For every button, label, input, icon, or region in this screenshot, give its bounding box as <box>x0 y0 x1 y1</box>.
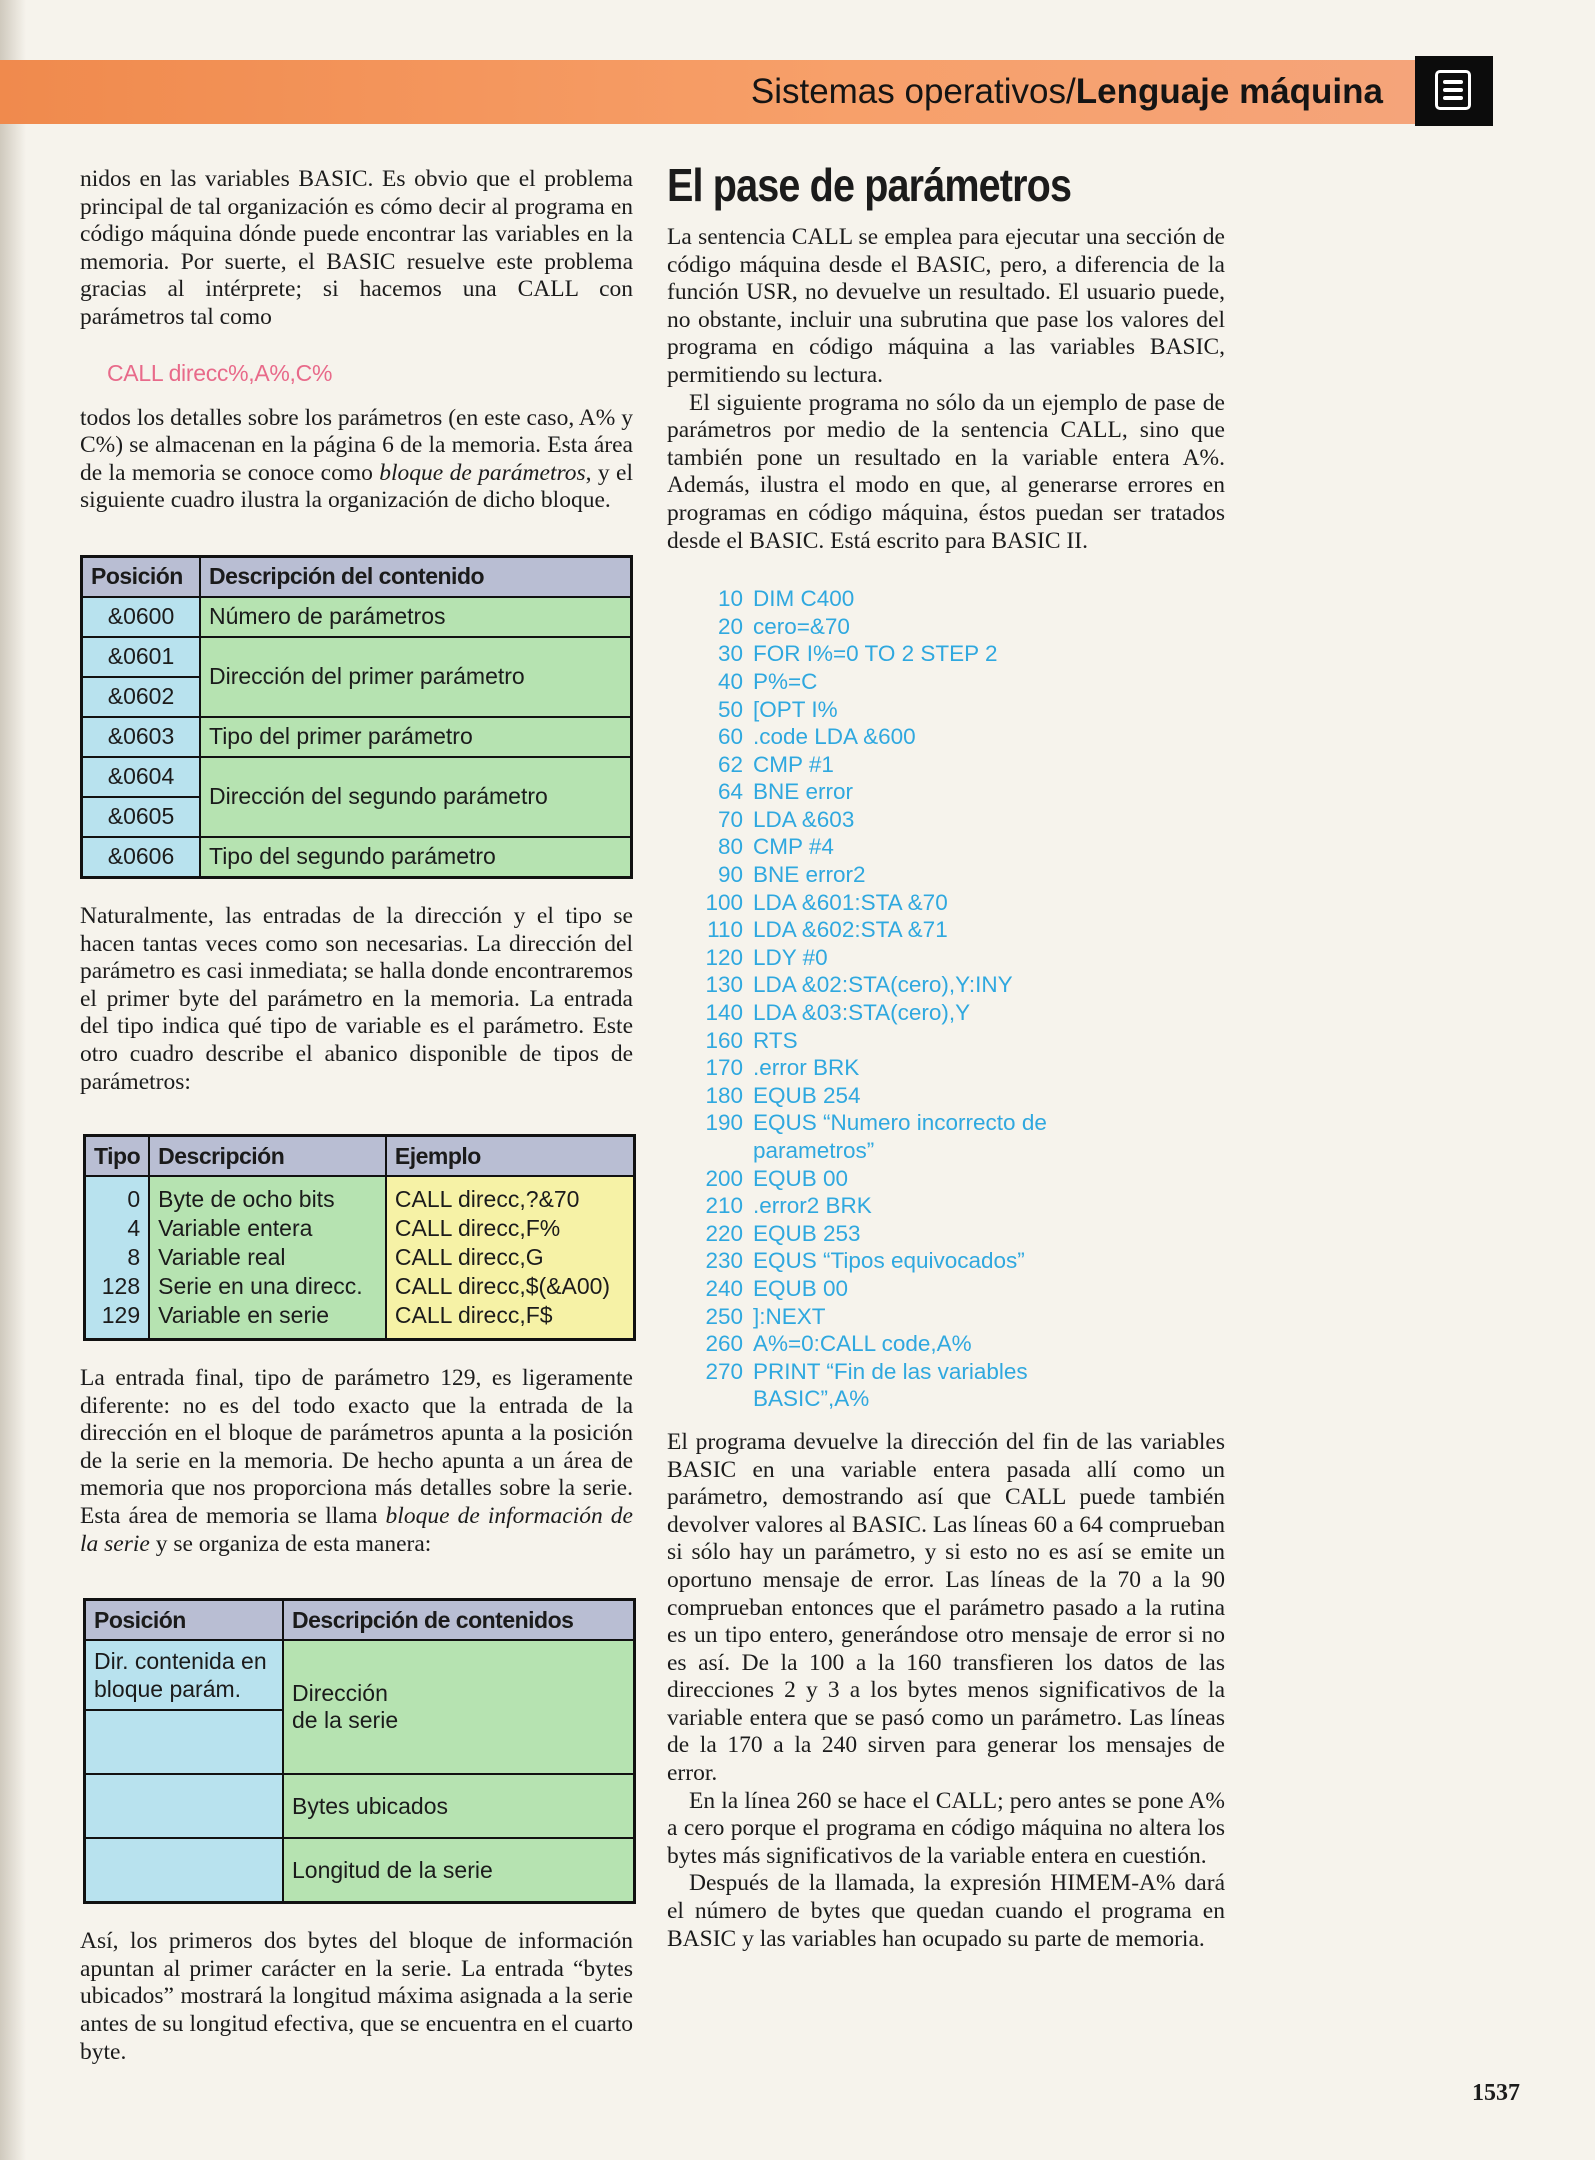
left-para-1: nidos en las variables BASIC. Es obvio que el problema principal de tal organización es cómo decir al programa en código máquina dónde puede encontrar las variables en la memoria. Por suerte, el BASIC resuelve este problema gracias al intérprete; si hacemos una CALL con parámetros tal como <box>80 166 633 330</box>
line-code: .code LDA &600 <box>753 724 916 750</box>
line-number: 30 <box>717 641 743 667</box>
listing-line: parametros” <box>753 1138 875 1163</box>
type-numbers: 0 4 8 128 129 <box>85 1176 150 1340</box>
right-para-2: El siguiente programa no sólo da un ejemplo de pase de parámetros por medio de la sentencia CALL, sino que también pone un resultado en la variable entera A%. Además, ilustra el modo en que, al generarse errores en programas en código máquina, éstos puedan ser tratados desde el BASIC. Está escrito para BASIC II. <box>667 389 1225 554</box>
line-code: LDA &603 <box>753 806 855 832</box>
table-cell: Longitud de la serie <box>283 1838 635 1903</box>
line-number: 120 <box>705 944 743 970</box>
listing-line <box>667 1109 1225 1137</box>
table-cell: Dir. contenida en bloque parám. <box>85 1640 284 1710</box>
listing-line <box>667 696 1225 724</box>
left-para-2: todos los detalles sobre los parámetros (en este caso, A% y C%) se almacenan en la página 6 de la memoria. Esta área de la memoria se conoce como bloque de parámetros, y el siguiente cuadro ilustra la organización de dicho bloque. <box>80 404 633 514</box>
parameter-block-table <box>80 555 633 879</box>
line-code: cero=&70 <box>753 613 850 639</box>
line-number: 260 <box>705 1331 743 1357</box>
listing-line <box>667 585 1225 613</box>
basic-program-listing <box>667 585 1225 1413</box>
listing-line <box>667 778 1225 806</box>
listing-line <box>667 861 1225 889</box>
computer-screen-icon <box>1415 56 1493 126</box>
line-number: 60 <box>717 724 743 750</box>
type-descriptions: Byte de ocho bits Variable entera Variable real Serie en una direcc. Variable en serie <box>149 1176 386 1340</box>
listing-line <box>667 1054 1225 1082</box>
line-number: 20 <box>717 613 743 639</box>
line-number: 62 <box>717 751 743 777</box>
listing-line <box>667 640 1225 668</box>
line-code: LDA &03:STA(cero),Y <box>753 1000 971 1026</box>
listing-line <box>667 751 1225 779</box>
listing-line <box>667 1247 1225 1275</box>
line-number: 230 <box>705 1248 743 1274</box>
line-number: 80 <box>717 834 743 860</box>
table-cell <box>85 1710 284 1774</box>
table-header: Ejemplo <box>386 1136 635 1177</box>
listing-line <box>667 889 1225 917</box>
table-cell: &0600 <box>82 597 201 637</box>
listing-line <box>667 1275 1225 1303</box>
listing-line <box>667 806 1225 834</box>
table-header: Descripción de contenidos <box>283 1600 635 1641</box>
line-code: P%=C <box>753 668 818 694</box>
line-number: 200 <box>705 1165 743 1191</box>
line-code: .error2 BRK <box>753 1193 872 1219</box>
line-number: 210 <box>705 1193 743 1219</box>
line-code: CMP #1 <box>753 751 834 777</box>
table-cell: Tipo del segundo parámetro <box>200 837 632 878</box>
table-header: Posición <box>82 556 201 597</box>
listing-line <box>667 723 1225 751</box>
table-cell: Dirección del segundo parámetro <box>200 757 632 837</box>
listing-line <box>667 1027 1225 1055</box>
left-para-4: La entrada final, tipo de parámetro 129, es ligeramente diferente: no es del todo exacto que la entrada de la dirección en el bloque de parámetros apunta a la posición de la serie en la memoria. De hecho apunta a un área de memoria que nos proporciona más detalles sobre la serie. Esta área de memoria se llama bloque de información de la serie y se organiza de esta manera: <box>80 1365 633 1557</box>
line-code: RTS <box>753 1027 798 1053</box>
header-section: Sistemas operativos/ <box>750 72 1076 111</box>
line-number: 110 <box>707 917 743 943</box>
line-number: 140 <box>705 1000 743 1026</box>
listing-line <box>667 613 1225 641</box>
parameter-types-table <box>83 1134 636 1341</box>
listing-line <box>667 1192 1225 1220</box>
right-column <box>667 158 1225 1953</box>
table-cell: Dirección del primer parámetro <box>200 637 632 717</box>
line-number: 130 <box>705 972 743 998</box>
table-header: Descripción <box>149 1136 386 1177</box>
line-code: LDA &602:STA &71 <box>753 917 948 943</box>
line-number: 50 <box>717 696 743 722</box>
table-cell: Número de parámetros <box>200 597 632 637</box>
line-code: EQUB 253 <box>753 1220 861 1246</box>
line-code: BNE error <box>753 779 854 805</box>
line-number: 40 <box>717 668 743 694</box>
listing-line: BASIC”,A% <box>753 1386 870 1412</box>
line-code: EQUB 00 <box>753 1165 849 1191</box>
table-cell: &0604 <box>82 757 201 797</box>
running-header <box>751 70 1383 114</box>
line-code: [OPT I% <box>753 696 838 722</box>
line-code: CMP #4 <box>753 834 834 860</box>
line-code: DIM C400 <box>753 586 855 612</box>
line-number: 160 <box>705 1027 743 1053</box>
line-code: LDA &601:STA &70 <box>753 889 948 915</box>
line-code: BNE error2 <box>753 862 866 888</box>
right-para-5: Después de la llamada, la expresión HIMEM-A% dará el número de bytes que quedan cuando el programa en BASIC y las variables han ocupado su parte de memoria. <box>667 1870 1225 1952</box>
left-para-3: Naturalmente, las entradas de la dirección y el tipo se hacen tantas veces como son necesarias. La dirección del parámetro es casi inmediata; se halla donde encontraremos el primer byte del parámetro en la memoria. La entrada del tipo indica qué tipo de variable es el parámetro. Este otro cuadro describe el abanico disponible de tipos de parámetros: <box>80 902 633 1095</box>
listing-line <box>667 1220 1225 1248</box>
listing-line <box>667 1082 1225 1110</box>
table-cell: &0606 <box>82 837 201 878</box>
screen-glyph <box>1435 70 1471 110</box>
table-cell: &0603 <box>82 717 201 757</box>
listing-line <box>667 1165 1225 1193</box>
line-number: 170 <box>705 1055 743 1081</box>
call-example: CALL direcc%,A%,C% <box>107 359 333 386</box>
line-number: 220 <box>705 1220 743 1246</box>
line-number: 90 <box>717 862 743 888</box>
table-cell: Bytes ubicados <box>283 1774 635 1838</box>
table-cell: Tipo del primer parámetro <box>200 717 632 757</box>
line-number: 70 <box>717 806 743 832</box>
line-number: 240 <box>705 1275 743 1301</box>
line-number: 270 <box>705 1358 743 1384</box>
listing-line <box>667 833 1225 861</box>
table-cell <box>85 1838 284 1903</box>
line-code: EQUS “Tipos equivocados” <box>753 1248 1025 1274</box>
listing-line <box>667 944 1225 972</box>
right-para-1: La sentencia CALL se emplea para ejecutar una sección de código máquina desde el BASIC, pero, a diferencia de la función USR, no devuelve un resultado. El usuario puede, no obstante, incluir una subrutina que pase los valores del programa en código máquina a las variables BASIC, permitiendo su lectura. <box>667 224 1225 388</box>
left-para-5: Así, los primeros dos bytes del bloque de información apuntan al primer carácter en la serie. La entrada “bytes ubicados” mostrará la longitud máxima asignada a la serie antes de su longitud efectiva, que se encuentra en el cuarto byte. <box>80 1928 633 2065</box>
table-header: Descripción del contenido <box>200 556 632 597</box>
line-code: LDY #0 <box>753 944 828 970</box>
table-cell: &0605 <box>82 797 201 837</box>
line-number: 250 <box>705 1303 743 1329</box>
table-cell <box>85 1774 284 1838</box>
line-code: ]:NEXT <box>753 1303 826 1329</box>
right-para-3: El programa devuelve la dirección del fin de las variables BASIC en una variable entera pasada allí como un parámetro, demostrando así que CALL puede también devolver valores al BASIC. Las líneas 60 a 64 comprueban si sólo hay un parámetro, y si esto no es así se emite un oportuno mensaje de error. Las líneas de la 70 a la 90 comprueban entonces que el parámetro pasado a la rutina es un tipo entero, generándose otro mensaje de error si no es así. De la 100 a la 160 transfieren los datos de las direcciones 2 y 3 a los bytes menos significativos de la variable entera que se pasó como un parámetro. Las líneas de la 170 a la 240 sirven para generar los mensajes de error. <box>667 1428 1225 1787</box>
line-code: EQUB 254 <box>753 1082 861 1108</box>
listing-line <box>667 668 1225 696</box>
line-code: LDA &02:STA(cero),Y:INY <box>753 972 1013 998</box>
listing-line <box>667 999 1225 1027</box>
left-column <box>80 166 633 2066</box>
listing-line <box>667 1303 1225 1331</box>
listing-line <box>667 916 1225 944</box>
line-code: EQUB 00 <box>753 1275 849 1301</box>
line-code: PRINT “Fin de las variables <box>753 1358 1028 1384</box>
listing-line <box>667 1330 1225 1358</box>
right-para-4: En la línea 260 se hace el CALL; pero antes se pone A% a cero porque el programa en código máquina no altera los bytes más significativos de la variable entera en cuestión. <box>667 1787 1225 1869</box>
header-subsection: Lenguaje máquina <box>1075 72 1383 111</box>
line-code: FOR I%=0 TO 2 STEP 2 <box>753 641 998 667</box>
line-code: A%=0:CALL code,A% <box>753 1331 972 1357</box>
table-cell: &0601 <box>82 637 201 677</box>
string-info-block-table <box>83 1598 636 1904</box>
line-number: 10 <box>717 586 743 612</box>
line-number: 100 <box>705 889 743 915</box>
page-number: 1537 <box>1472 2080 1520 2106</box>
table-cell: Dirección de la serie <box>283 1640 635 1774</box>
listing-line <box>667 971 1225 999</box>
section-title: El pase de parámetros <box>667 159 1072 211</box>
line-number: 190 <box>705 1110 743 1136</box>
table-header: Tipo <box>85 1136 150 1177</box>
table-cell: &0602 <box>82 677 201 717</box>
page-fold-shadow <box>0 0 26 2160</box>
line-code: .error BRK <box>753 1055 860 1081</box>
line-number: 64 <box>717 779 743 805</box>
listing-line <box>667 1358 1225 1386</box>
table-header: Posición <box>85 1600 284 1641</box>
type-examples: CALL direcc,?&70 CALL direcc,F% CALL direcc,G CALL direcc,$(&A00) CALL direcc,F$ <box>386 1176 635 1340</box>
line-number: 180 <box>705 1082 743 1108</box>
line-code: EQUS “Numero incorrecto de <box>753 1110 1047 1136</box>
